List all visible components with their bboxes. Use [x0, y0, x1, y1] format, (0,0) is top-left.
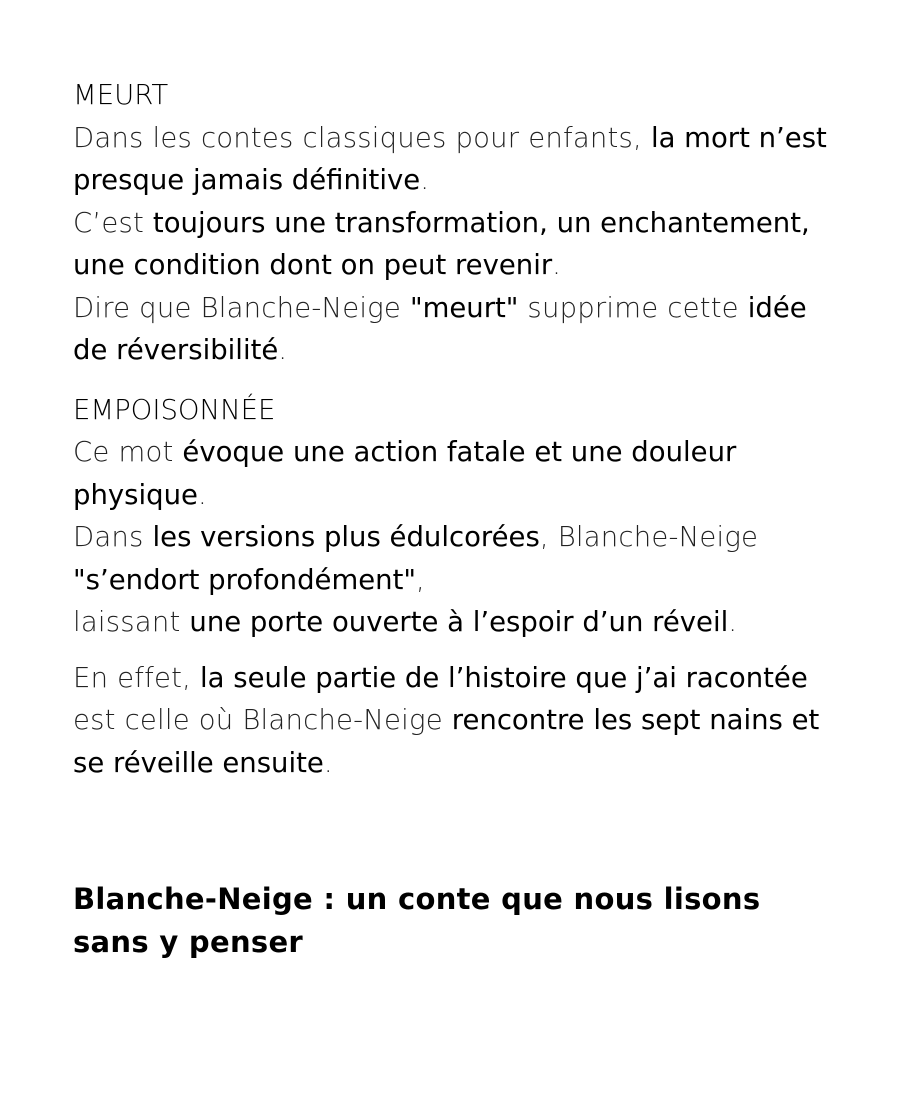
text-run: "s’endort profondément" — [73, 563, 417, 596]
text-run: . — [323, 746, 333, 779]
text-run: rencontre les sept nains et — [451, 704, 820, 736]
section-empoisonnee — [73, 389, 833, 644]
text-run: se réveille ensuite — [73, 746, 324, 779]
text-run: la seule partie de l’histoire que j’ai racontée — [200, 661, 808, 694]
text-run: . — [420, 164, 430, 196]
text-run: Dans — [73, 521, 153, 553]
text-line — [73, 159, 833, 202]
text-run: . — [552, 249, 562, 281]
text-run: , — [416, 563, 425, 596]
text-line — [73, 287, 833, 330]
section-meurt — [73, 74, 833, 372]
text-run: En effet, — [73, 661, 201, 694]
text-line — [73, 244, 833, 287]
text-line — [73, 202, 833, 245]
text-run: "meurt" — [409, 291, 519, 324]
text-run: une porte ouverte à l’espoir d’un réveil — [189, 606, 729, 638]
text-line — [73, 559, 833, 602]
text-run: évoque une action fatale et une douleur — [182, 436, 737, 468]
text-line — [73, 431, 833, 474]
text-run: presque jamais définitive — [73, 164, 421, 196]
text-line — [73, 699, 833, 742]
text-line — [73, 329, 833, 372]
text-line — [73, 601, 833, 644]
text-run: physique — [73, 478, 198, 511]
text-run: laissant — [73, 606, 190, 638]
text-run: Ce mot — [73, 436, 183, 468]
closing-title: Blanche-Neige : un conte que nous lisons sans y penser — [73, 882, 761, 959]
text-run: la mort n’est — [650, 121, 827, 154]
text-run: supprime cette — [518, 291, 748, 324]
text-line — [73, 742, 833, 785]
document-body — [73, 74, 833, 784]
text-line — [73, 657, 833, 700]
text-line — [73, 516, 833, 559]
text-run: Dans les contes classiques pour enfants, — [73, 121, 651, 154]
text-run: idée — [747, 291, 807, 324]
text-line — [73, 117, 833, 160]
text-run: Dire que Blanche-Neige — [73, 291, 410, 324]
text-line — [73, 474, 833, 517]
text-run: C’est — [73, 206, 153, 239]
text-run: est celle où Blanche-Neige — [73, 704, 452, 736]
text-run: toujours une transformation, un enchantement, — [152, 206, 810, 239]
text-run: une condition dont on peut revenir — [73, 249, 553, 281]
text-run: de réversibilité — [73, 334, 279, 366]
term-heading: EMPOISONNÉE — [73, 393, 276, 426]
text-run: les versions plus édulcorées — [152, 521, 540, 553]
term-heading: MEURT — [73, 79, 169, 111]
text-run: , Blanche-Neige — [539, 521, 759, 553]
text-run: . — [197, 478, 207, 511]
text-run: . — [278, 334, 288, 366]
section-en-effet — [73, 657, 833, 785]
text-run: . — [728, 606, 738, 638]
